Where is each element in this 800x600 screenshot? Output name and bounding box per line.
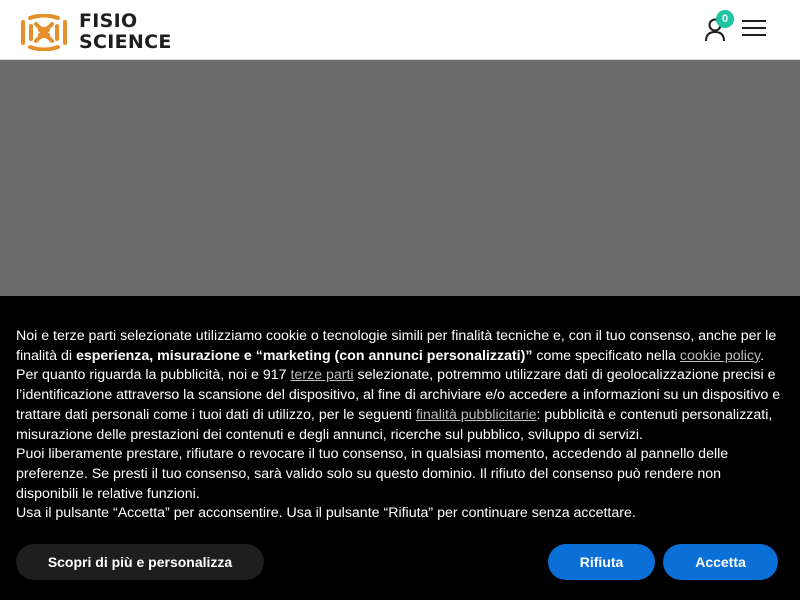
cookie-text-segment: come specificato nella	[532, 347, 680, 364]
menu-bar	[742, 27, 766, 29]
cookie-consent-text	[16, 327, 786, 524]
logo-wordmark	[79, 11, 172, 53]
hamburger-menu-icon[interactable]	[742, 20, 768, 40]
account-button[interactable]	[700, 10, 736, 46]
third-parties-link[interactable]: terze parti	[290, 367, 354, 384]
cookie-text-segment: selezionate, potremmo utilizzare dati di geolocalizzazione precisi e l’identificazione attraverso la scansione del dispositivo, al fine di archiviare e/o accedere a informazioni su un dispositivo e trattare dati personali come i tuoi dati di utilizzo, per le seguenti	[16, 367, 781, 423]
brand-logo-icon	[19, 14, 69, 51]
cookie-policy-link[interactable]: cookie policy	[679, 347, 761, 364]
site-header	[0, 0, 800, 60]
account-count-badge: 0	[716, 10, 734, 28]
cookie-paragraph-2	[16, 366, 786, 445]
cookie-paragraph-4: Usa il pulsante “Accetta” per acconsentire. Usa il pulsante “Rifiuta” per continuare senza accettare.	[16, 505, 636, 522]
hero-placeholder	[0, 60, 800, 296]
logo-line-science: SCIENCE	[79, 31, 172, 53]
accept-button[interactable]: Accetta	[663, 544, 778, 580]
menu-bar	[742, 34, 766, 36]
reject-button[interactable]: Rifiuta	[548, 544, 655, 580]
cookie-paragraph-1	[16, 327, 786, 366]
cookie-purposes-bold: esperienza, misurazione e “marketing (con annunci personalizzati)”	[75, 347, 533, 364]
learn-more-customize-button[interactable]: Scopri di più e personalizza	[16, 544, 264, 580]
advertising-purposes-link[interactable]: finalità pubblicitarie	[415, 406, 537, 423]
logo-line-fisio: FISIO	[79, 10, 138, 32]
cookie-text-segment: : pubblicità e contenuti personalizzati, misurazione delle prestazioni dei contenuti e degli annunci, ricerche sul pubblico, sviluppo di servizi.	[16, 406, 773, 443]
cookie-text-segment: Noi e terze parti selezionate utilizziamo cookie o tecnologie simili per finalità tecniche e, con il tuo consenso, anche per le finalità di	[16, 328, 777, 364]
site-logo[interactable]	[19, 11, 172, 53]
menu-bar	[742, 20, 766, 22]
cookie-text-segment: Per quanto riguarda la pubblicità, noi e 917	[16, 367, 291, 384]
cookie-consent-banner	[0, 296, 800, 600]
cookie-text-segment: .	[760, 347, 765, 364]
cookie-paragraph-3: Puoi liberamente prestare, rifiutare o revocare il tuo consenso, in qualsiasi momento, accedendo al pannello delle preferenze. Se presti il tuo consenso, sarà valido solo su questo dominio. Il rifiuto del consenso può rendere non disponibili le relative funzioni.	[16, 446, 729, 502]
